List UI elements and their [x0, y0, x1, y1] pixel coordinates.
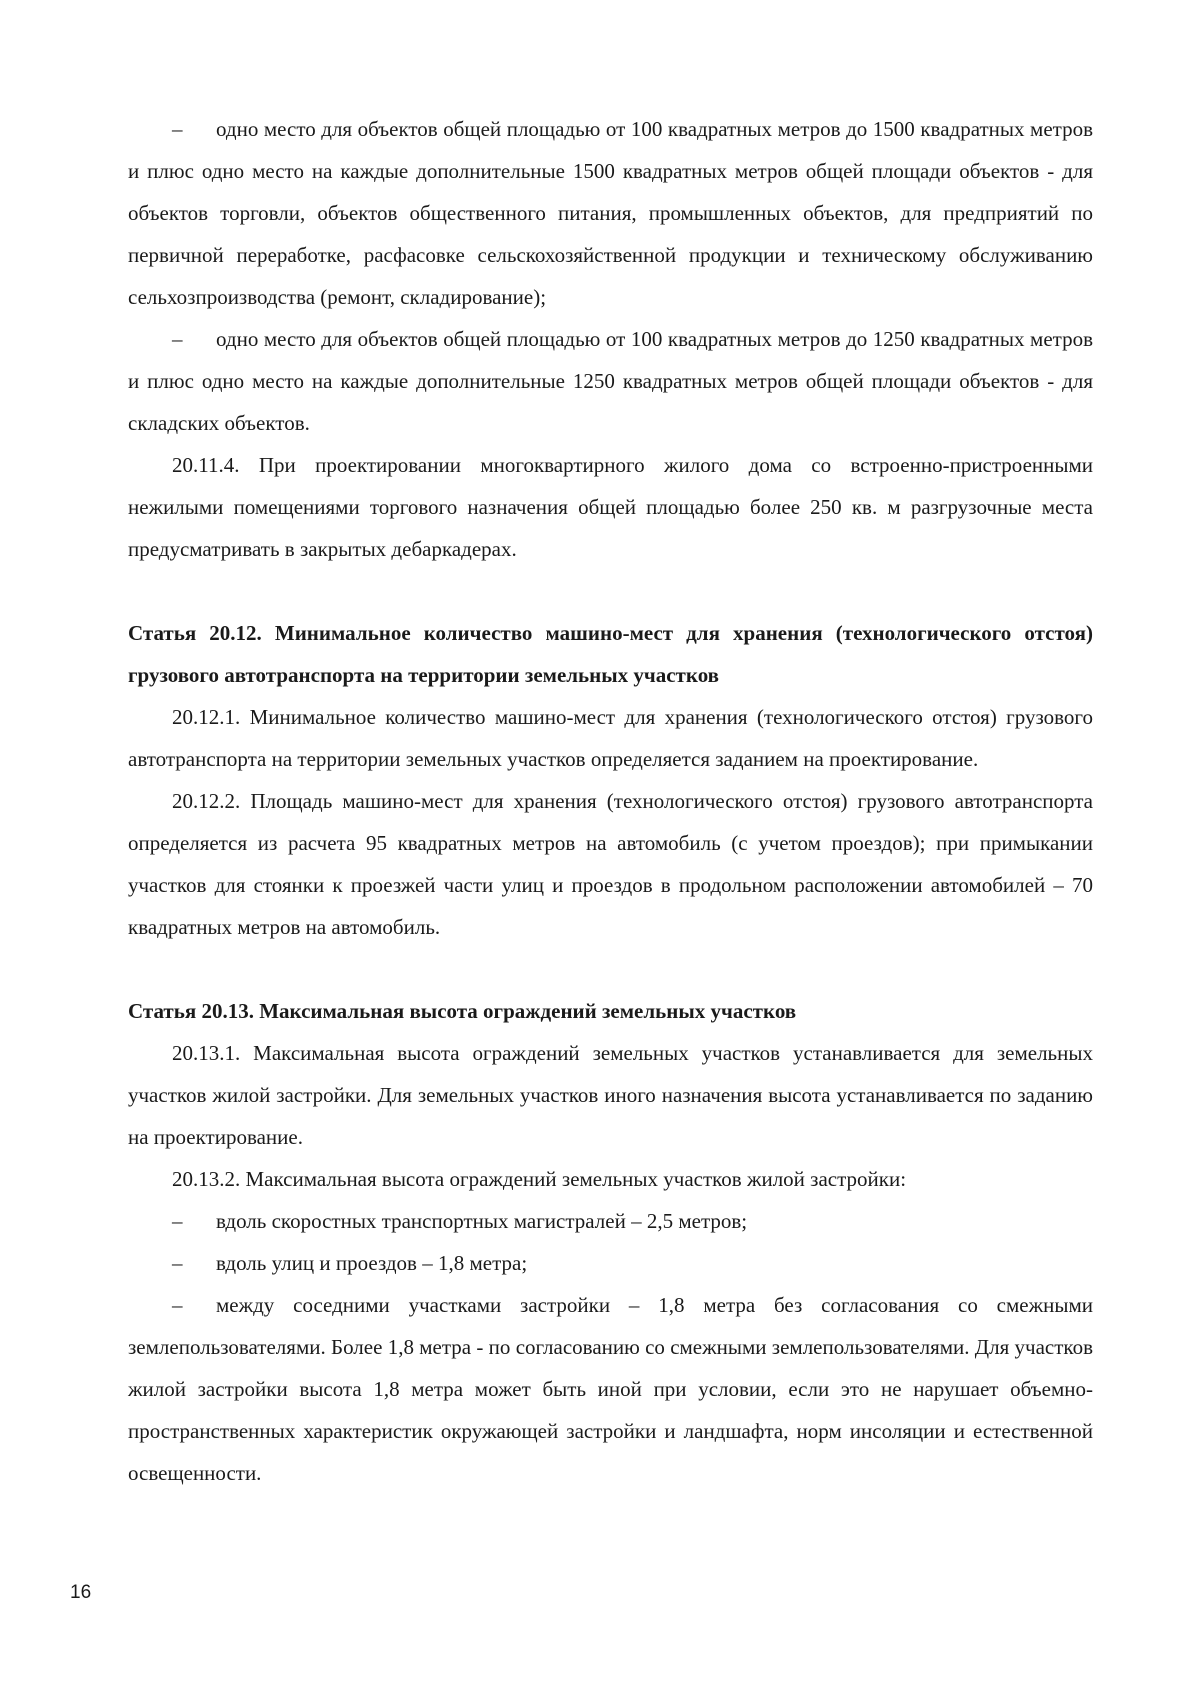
- dash-mark: –: [172, 1209, 183, 1233]
- list-item-text: вдоль скоростных транспортных магистралей – 2,5 метров;: [216, 1209, 748, 1233]
- list-item-fence-highways: [128, 1200, 1093, 1242]
- dash-mark: –: [172, 117, 183, 141]
- paragraph-20-13-2: 20.13.2. Максимальная высота ограждений земельных участков жилой застройки:: [172, 1167, 907, 1191]
- list-item-parking-trade-objects: [128, 108, 1093, 318]
- list-item-text: между соседними участками застройки – 1,8 метра без согласования со смежными землепользователями. Более 1,8 метра - по согласованию со смежными землепользователями. Для участков жилой застройки высота 1,8 метра может быть иной при условии, если это не нарушает объемно-пространственных характеристик окружающей застройки и ландшафта, норм инсоляции и естественной освещенности.: [128, 1293, 1093, 1485]
- list-item-fence-streets: [128, 1242, 1093, 1284]
- paragraph-20-11-4: 20.11.4. При проектировании многоквартирного жилого дома со встроенно-пристроенными нежилыми помещениями торгового назначения общей площадью более 250 кв. м разгрузочные места предусматривать в закрытых дебаркадерах.: [128, 453, 1093, 561]
- list-item-text: вдоль улиц и проездов – 1,8 метра;: [216, 1251, 528, 1275]
- list-item-text: одно место для объектов общей площадью от 100 квадратных метров до 1500 квадратных метров и плюс одно место на каждые дополнительные 1500 квадратных метров общей площади объектов - для объектов торговли, объектов общественного питания, промышленных объектов, для предприятий по первичной переработке, расфасовке сельскохозяйственной продукции и техническому обслуживанию сельхозпроизводства (ремонт, складирование);: [128, 117, 1093, 309]
- article-20-13-heading: Статья 20.13. Максимальная высота ограждений земельных участков: [128, 999, 797, 1023]
- paragraph-20-12-1: 20.12.1. Минимальное количество машино-мест для хранения (технологического отстоя) грузового автотранспорта на территории земельных участков определяется заданием на проектирование.: [128, 705, 1093, 771]
- article-20-12-heading: Статья 20.12. Минимальное количество машино-мест для хранения (технологического отстоя) грузового автотранспорта на территории земельных участков: [128, 621, 1093, 687]
- dash-mark: –: [172, 327, 183, 351]
- dash-mark: –: [172, 1293, 183, 1317]
- list-item-parking-warehouse-objects: [128, 318, 1093, 444]
- paragraph-20-12-2: 20.12.2. Площадь машино-мест для хранения (технологического отстоя) грузового автотранспорта определяется из расчета 95 квадратных метров на автомобиль (с учетом проездов); при примыкании участков для стоянки к проезжей части улиц и проездов в продольном расположении автомобилей – 70 квадратных метров на автомобиль.: [128, 789, 1093, 939]
- list-item-fence-neighbors: [128, 1284, 1093, 1494]
- dash-mark: –: [172, 1251, 183, 1275]
- list-item-text: одно место для объектов общей площадью от 100 квадратных метров до 1250 квадратных метров и плюс одно место на каждые дополнительные 1250 квадратных метров общей площади объектов - для складских объектов.: [128, 327, 1093, 435]
- page-number: 16: [70, 1582, 92, 1603]
- document-page: [128, 108, 1093, 1494]
- paragraph-20-13-1: 20.13.1. Максимальная высота ограждений земельных участков устанавливается для земельных участков жилой застройки. Для земельных участков иного назначения высота устанавливается по заданию на проектирование.: [128, 1041, 1093, 1149]
